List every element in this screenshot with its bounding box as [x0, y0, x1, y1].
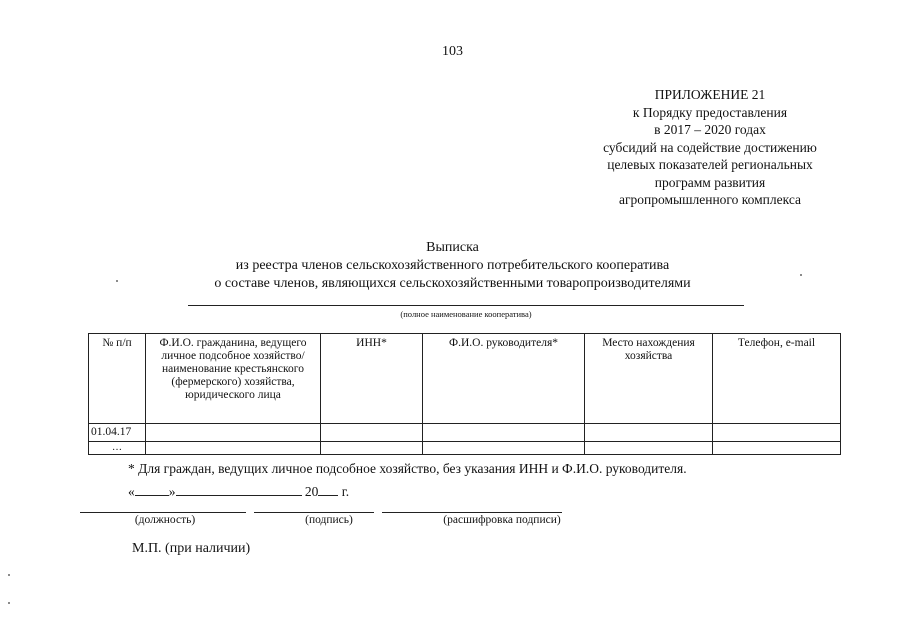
title-line-1: из реестра членов сельскохозяйственного потребительского кооператива	[235, 258, 670, 273]
year-blank	[318, 481, 338, 496]
appendix-line: программ развития	[654, 174, 766, 190]
table-cell	[321, 442, 423, 455]
appendix-line: к Порядку предоставления	[632, 104, 788, 120]
position-caption: (должность)	[134, 514, 196, 526]
year-suffix: г.	[341, 484, 350, 499]
header-director: Ф.И.О. руководителя*	[423, 334, 585, 424]
appendix-line: субсидий на содействие достижению	[603, 139, 817, 155]
signature-line	[254, 512, 374, 513]
day-blank	[135, 481, 169, 496]
scan-speck	[116, 280, 118, 282]
position-line	[80, 512, 246, 513]
scan-speck	[8, 574, 10, 576]
open-quote: «	[128, 484, 135, 499]
decoding-line	[382, 512, 562, 513]
table-cell	[423, 442, 585, 455]
header-phone: Телефон, e-mail	[713, 334, 841, 424]
appendix-line: целевых показателей региональных	[607, 157, 813, 172]
scan-speck	[800, 274, 802, 276]
month-blank	[176, 481, 302, 496]
title-line-2: о составе членов, являющихся сельскохозяйственными товаропроизводителями	[214, 276, 691, 291]
cooperative-name-caption: (полное наименование кооператива)	[400, 309, 532, 319]
appendix-line: агропромышленного комплекса	[619, 192, 801, 207]
document-title	[100, 239, 805, 293]
table-cell	[146, 442, 321, 455]
signature-caption: (подпись)	[305, 514, 353, 526]
table-cell: …	[89, 442, 146, 455]
header-name: Ф.И.О. гражданина, ведущего личное подсобное хозяйство/наименование крестьянского (фермерского) хозяйства, юридического лица	[146, 334, 321, 424]
header-location: Место нахождения хозяйства	[585, 334, 713, 424]
table-cell: 01.04.17	[89, 424, 146, 442]
table-cell	[423, 424, 585, 442]
page-number: 103	[442, 44, 463, 59]
footnote: * Для граждан, ведущих личное подсобное хозяйство, без указания ИНН и Ф.И.О. руководителя.	[128, 461, 687, 476]
members-table	[88, 333, 841, 455]
table-cell	[321, 424, 423, 442]
header-inn: ИНН*	[321, 334, 423, 424]
appendix-line: в 2017 – 2020 годах	[654, 122, 766, 137]
header-number: № п/п	[89, 334, 146, 424]
scan-speck	[8, 602, 10, 604]
table-cell	[585, 442, 713, 455]
table-cell	[713, 442, 841, 455]
table-cell	[713, 424, 841, 442]
year-prefix: 20	[304, 484, 319, 499]
table-cell	[585, 424, 713, 442]
table-cell	[146, 424, 321, 442]
table-row	[89, 424, 841, 442]
appendix-block	[560, 86, 860, 209]
table-row	[89, 442, 841, 455]
appendix-title: ПРИЛОЖЕНИЕ 21	[654, 87, 766, 102]
date-line	[128, 481, 349, 500]
decoding-caption: (расшифровка подписи)	[443, 514, 561, 526]
title-heading: Выписка	[426, 240, 479, 255]
stamp-label: М.П. (при наличии)	[132, 541, 251, 556]
table-header-row	[89, 334, 841, 424]
close-quote: »	[168, 484, 176, 499]
cooperative-name-line	[188, 305, 744, 306]
